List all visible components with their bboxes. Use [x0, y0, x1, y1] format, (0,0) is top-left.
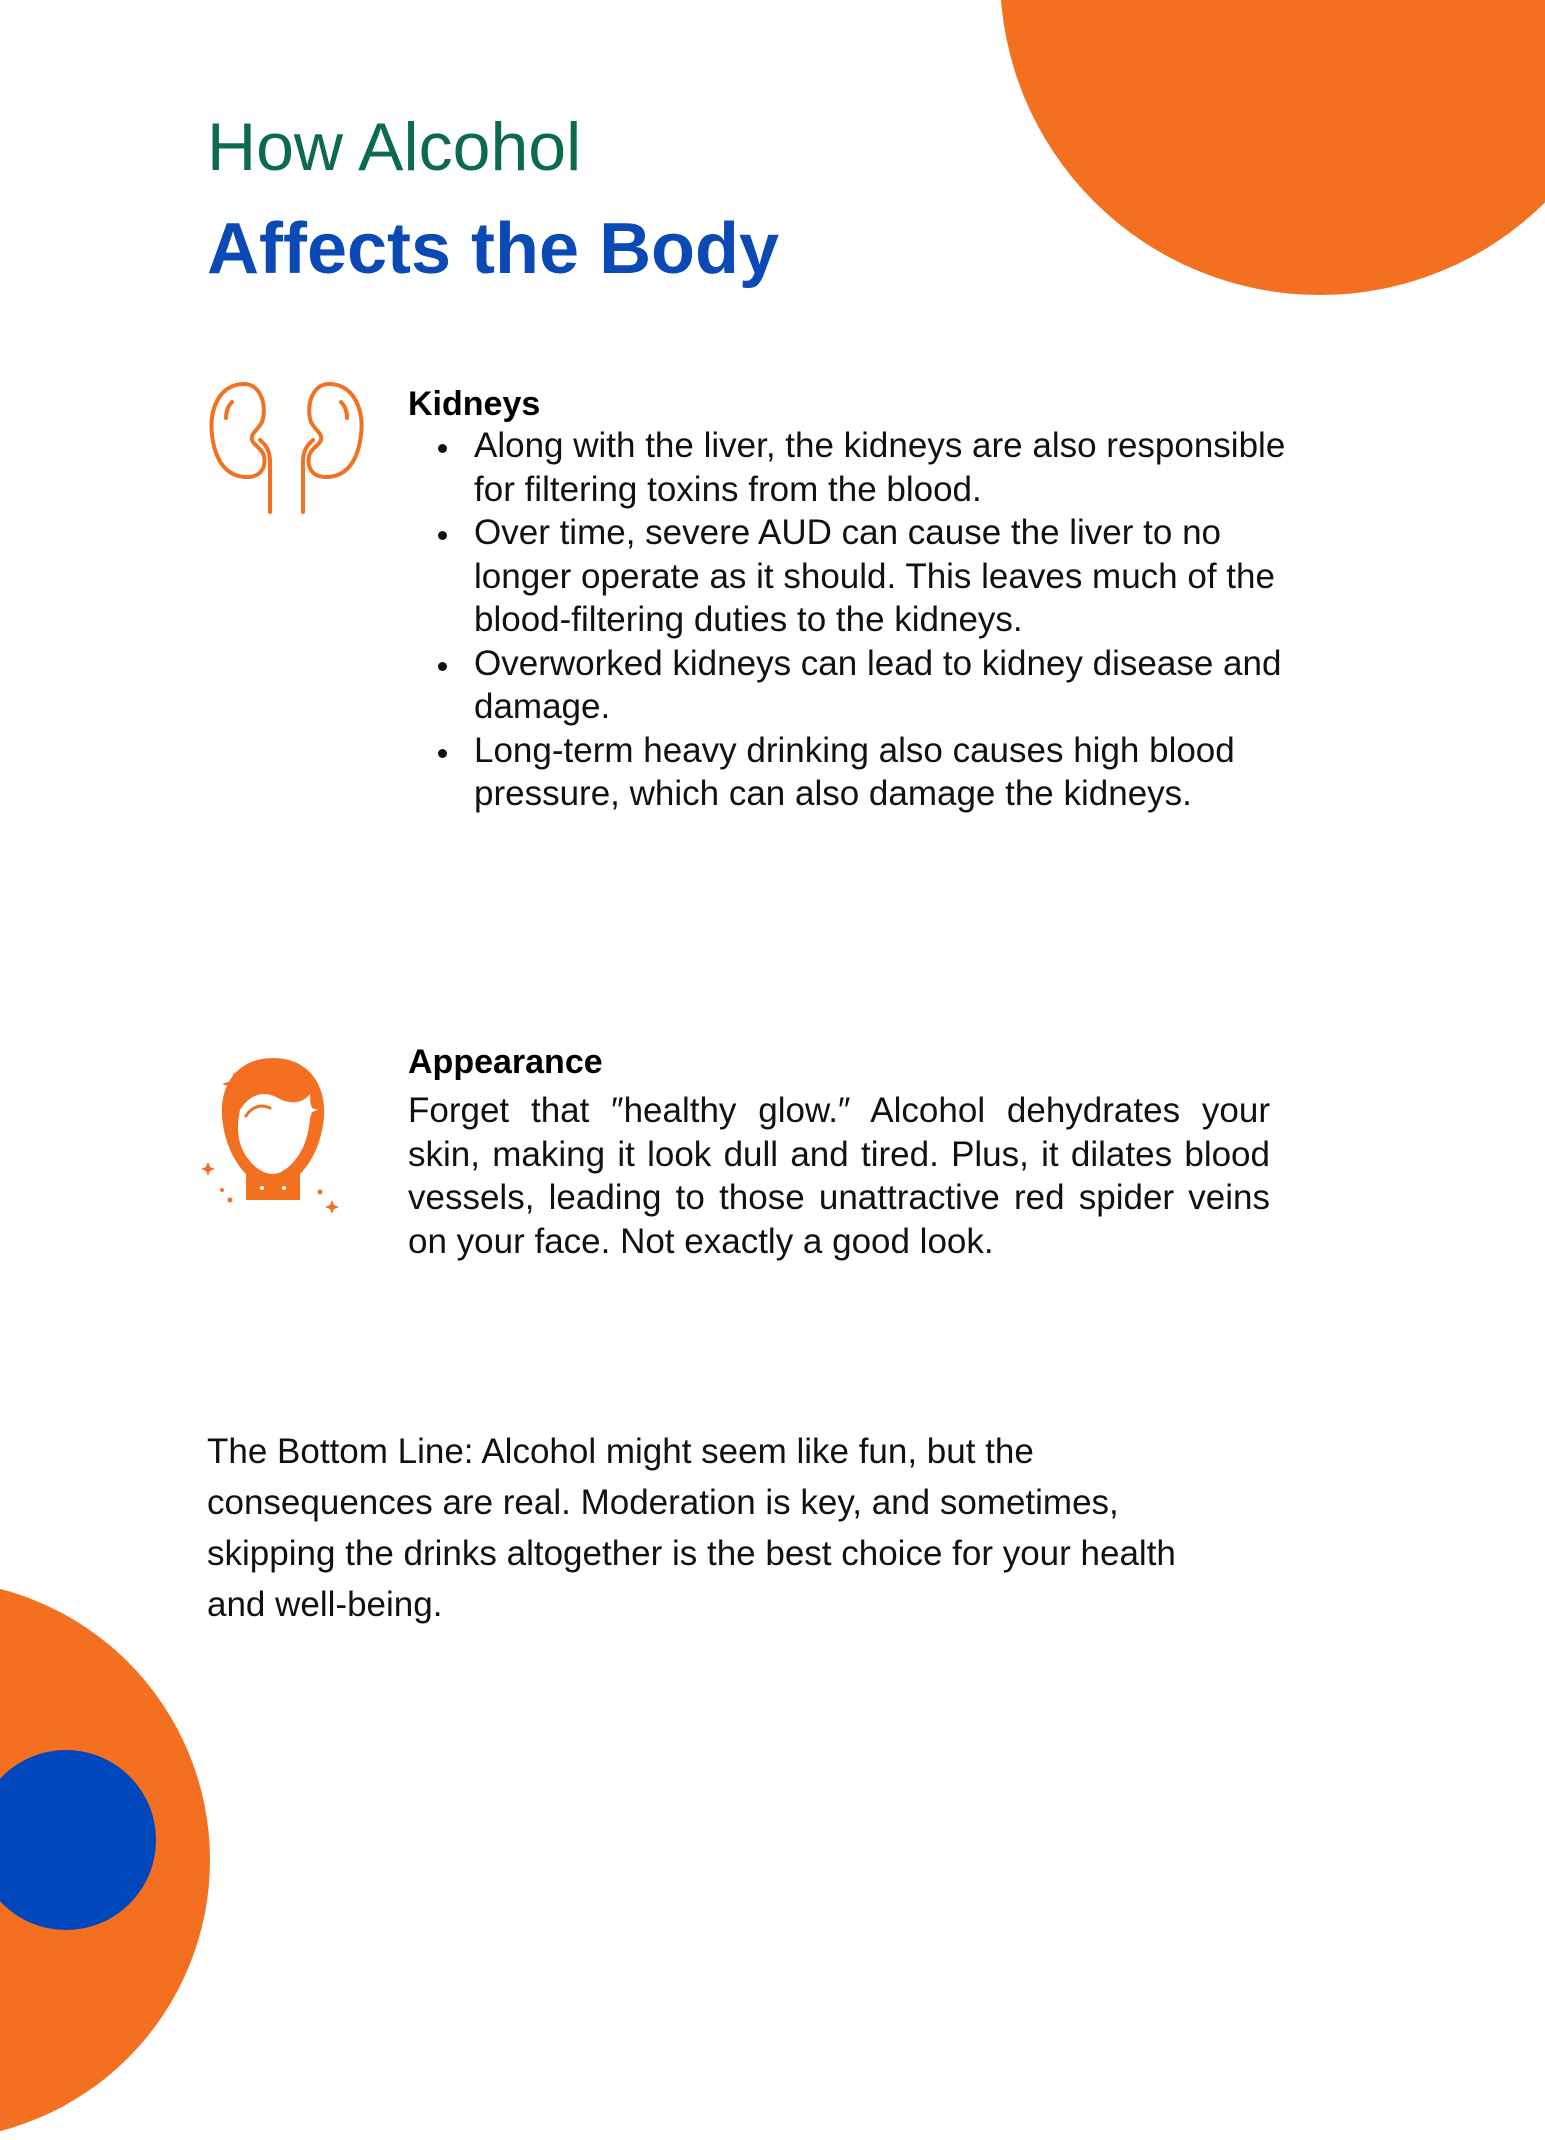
face-skin-icon [200, 1050, 345, 1220]
bullet-dot-icon [438, 444, 447, 453]
bottom-line-text: The Bottom Line: Alcohol might seem like fun, but the consequences are real. Moderation is key, and sometimes, skipping the drinks altogether is the best choice for your health and well-being. [207, 1432, 1176, 1624]
appearance-body-text: Forget that ″healthy glow.″ Alcohol dehydrates your skin, making it look dull and tired. Plus, it dilates blood vessels, leading to those unattractive red spider veins on your face. Not exactly a good look. [408, 1091, 1270, 1261]
list-item: Along with the liver, the kidneys are also responsible for filtering toxins from the blood. [408, 424, 1288, 511]
list-item: Overworked kidneys can lead to kidney disease and damage. [408, 642, 1288, 729]
bullet-dot-icon [438, 531, 447, 540]
kidneys-bullet-list [408, 424, 1288, 816]
page-title-line2: Affects the Body [207, 209, 780, 289]
list-item: Over time, severe AUD can cause the liver to no longer operate as it should. This leaves much of the blood-filtering duties to the kidneys. [408, 511, 1288, 642]
kidneys-icon [204, 380, 369, 515]
page-title-line1: How Alcohol [207, 109, 582, 185]
appearance-heading: Appearance [408, 1043, 603, 1081]
list-item: Long-term heavy drinking also causes high blood pressure, which can also damage the kidneys. [408, 729, 1288, 816]
bullet-dot-icon [438, 662, 447, 671]
kidneys-heading: Kidneys [408, 385, 541, 423]
bullet-dot-icon [438, 749, 447, 758]
decorative-orange-circle-top [1000, 0, 1545, 295]
